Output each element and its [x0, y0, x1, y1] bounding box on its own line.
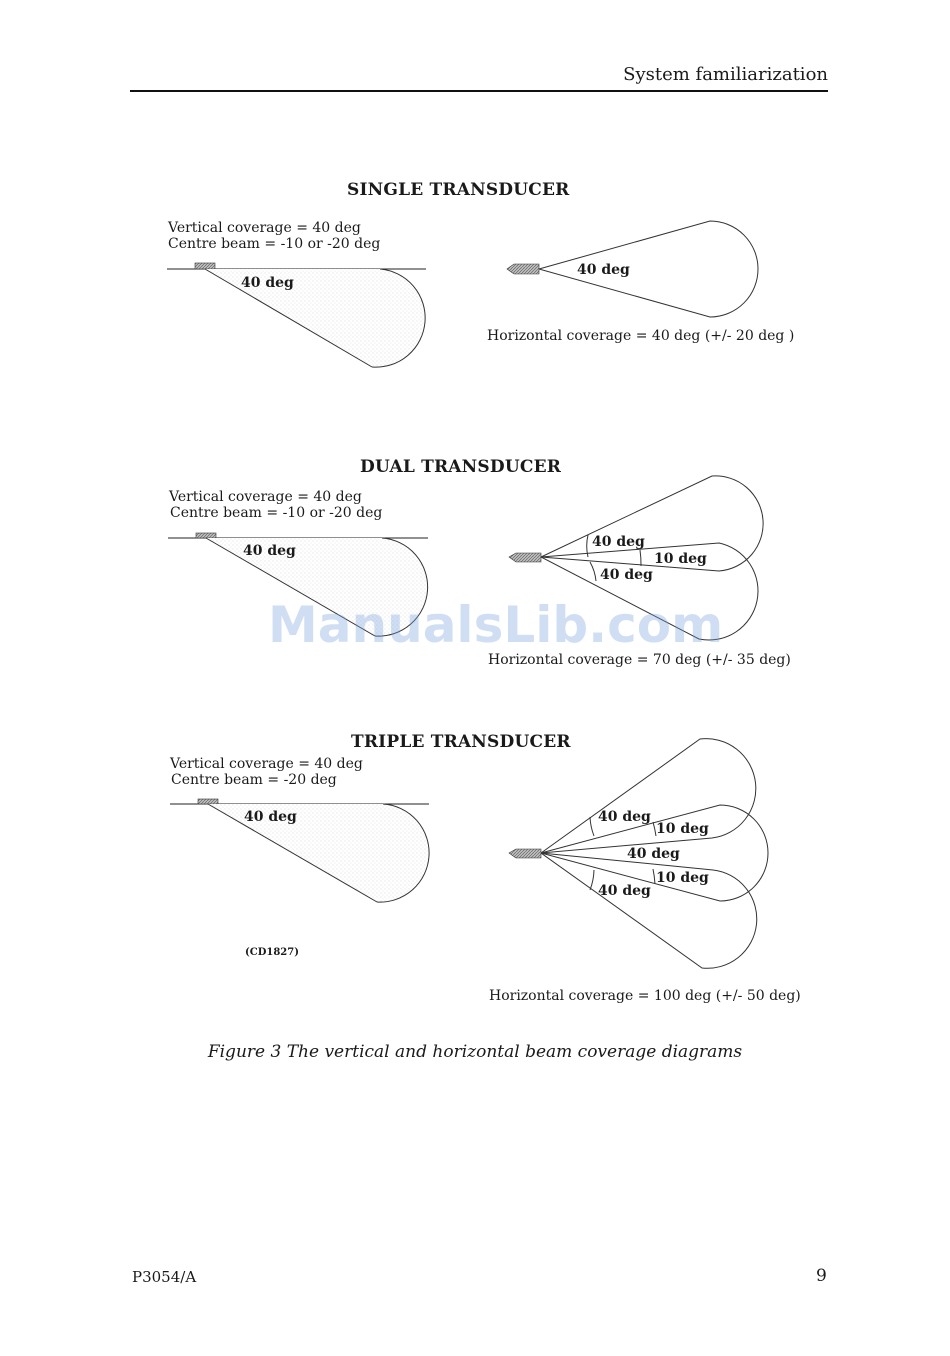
single-horizontal-coverage: Horizontal coverage = 40 deg (+/- 20 deg )	[487, 328, 795, 344]
single-vertical-beam-label: 40 deg	[241, 275, 294, 291]
single-transducer-title: SINGLE TRANSDUCER	[347, 180, 570, 200]
triple-vertical-beam-diagram	[170, 799, 429, 902]
dual-h-label-1: 40 deg	[592, 534, 645, 550]
triple-h-label-1: 40 deg	[598, 809, 651, 825]
triple-h-label-4: 10 deg	[656, 870, 709, 886]
page-header-title: System familiarization	[623, 64, 828, 85]
dual-transducer-title: DUAL TRANSDUCER	[360, 457, 562, 477]
triple-vertical-beam-label: 40 deg	[244, 809, 297, 825]
triple-h-label-5: 40 deg	[598, 883, 651, 899]
single-horizontal-beam-label: 40 deg	[577, 262, 630, 278]
vessel-icon	[507, 264, 539, 274]
single-horizontal-beam-diagram	[507, 221, 758, 317]
dual-centre-beam: Centre beam = -10 or -20 deg	[170, 505, 383, 521]
dual-vertical-beam-label: 40 deg	[243, 543, 296, 559]
single-vertical-beam-diagram	[167, 263, 426, 367]
single-vertical-coverage: Vertical coverage = 40 deg	[168, 220, 361, 236]
single-centre-beam: Centre beam = -10 or -20 deg	[168, 236, 381, 252]
triple-vertical-coverage: Vertical coverage = 40 deg	[170, 756, 363, 772]
triple-transducer-title: TRIPLE TRANSDUCER	[351, 732, 571, 752]
triple-centre-beam: Centre beam = -20 deg	[171, 772, 337, 788]
dual-h-label-2: 10 deg	[654, 551, 707, 567]
transducer-icon	[195, 263, 215, 269]
triple-horizontal-beam-diagram	[509, 739, 768, 969]
dual-vertical-coverage: Vertical coverage = 40 deg	[169, 489, 362, 505]
watermark: ManualsLib.com	[268, 596, 724, 654]
triple-h-label-2: 10 deg	[656, 821, 709, 837]
document-id: P3054/A	[132, 1268, 197, 1286]
triple-horizontal-coverage: Horizontal coverage = 100 deg (+/- 50 deg)	[489, 988, 801, 1004]
dual-horizontal-coverage: Horizontal coverage = 70 deg (+/- 35 deg)	[488, 652, 791, 668]
figure-caption: Figure 3 The vertical and horizontal beam coverage diagrams	[207, 1042, 743, 1062]
dual-h-label-3: 40 deg	[600, 567, 653, 583]
page-number: 9	[816, 1266, 827, 1286]
triple-h-label-3: 40 deg	[627, 846, 680, 862]
figure-reference-code: (CD1827)	[245, 947, 299, 958]
